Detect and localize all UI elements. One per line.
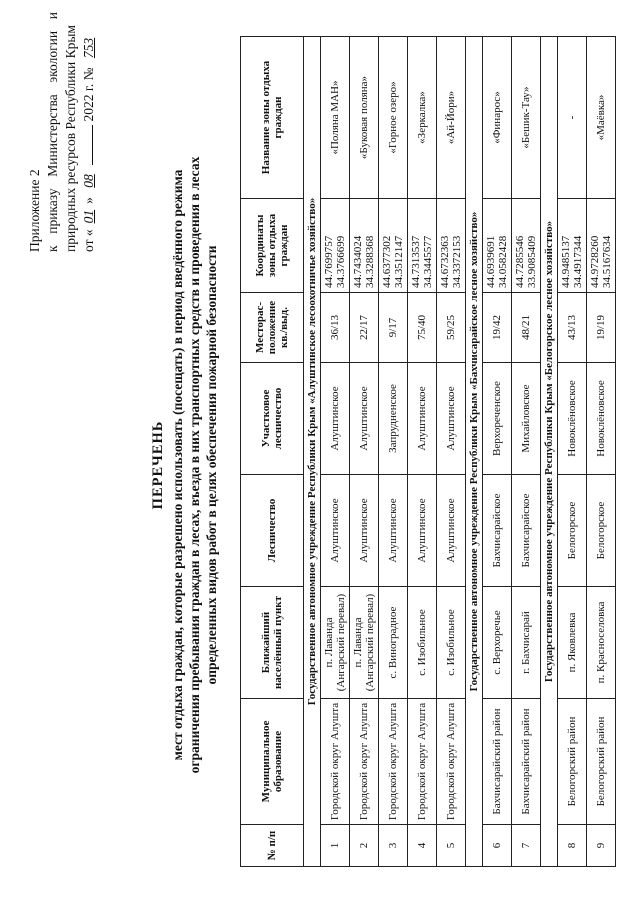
table-body xyxy=(304,37,616,867)
coord-longitude: 34.4917344 xyxy=(572,235,584,288)
title-line-2: ограничения пребывания граждан в лесах, въезда в них транспортных средств и проведения в лесах xyxy=(187,156,202,774)
cell-coordinates xyxy=(437,199,466,293)
coord-latitude: 44.9485137 xyxy=(560,235,572,288)
settlement-note: (Ангарский перевал) xyxy=(364,593,376,692)
cell-area-name: «Финарос» xyxy=(483,37,512,199)
cell-area-name: «Бешик-Тау» xyxy=(512,37,541,199)
coord-longitude: 34.0582428 xyxy=(497,235,509,288)
appendix-date-line xyxy=(80,12,98,252)
cell-settlement xyxy=(512,587,541,699)
coord-latitude: 44.7285546 xyxy=(514,235,526,288)
cell-location: 48/21 xyxy=(512,293,541,363)
coord-latitude: 44.6732363 xyxy=(439,235,451,288)
settlement-name: с. Виноградное xyxy=(387,606,399,679)
cell-settlement xyxy=(558,587,587,699)
cell-location: 9/17 xyxy=(379,293,408,363)
cell-settlement xyxy=(437,587,466,699)
section-title: Государственное автономное учреждение Республики Крым «Алуштинское лесоохотничье хозяйство» xyxy=(304,37,321,867)
coord-latitude: 44.6939691 xyxy=(485,235,497,288)
settlement-name: с. Изобильное xyxy=(416,609,428,676)
coord-longitude: 33.9085409 xyxy=(526,235,538,288)
settlement-name: с. Верхоречье xyxy=(491,610,503,675)
cell-coordinates xyxy=(350,199,379,293)
cell-number: 5 xyxy=(437,825,466,867)
cell-settlement xyxy=(379,587,408,699)
cell-settlement xyxy=(587,587,616,699)
cell-district-forestry: Михайловское xyxy=(512,363,541,475)
cell-coordinates xyxy=(483,199,512,293)
cell-number: 2 xyxy=(350,825,379,867)
col-header-area-name: Название зоны отдыха граждан xyxy=(241,37,304,199)
appendix-word: и xyxy=(45,12,60,20)
cell-location: 75/40 xyxy=(408,293,437,363)
section-row xyxy=(304,37,321,867)
date-year: 2022 г. № xyxy=(81,67,96,122)
coord-longitude: 34.3766699 xyxy=(335,235,347,288)
cell-municipality: Городской округ Алушта xyxy=(408,699,437,825)
cell-municipality: Бахчисарайский район xyxy=(483,699,512,825)
cell-number: 4 xyxy=(408,825,437,867)
cell-municipality: Белогорский район xyxy=(558,699,587,825)
col-header-municipality: Муниципальное образование xyxy=(241,699,304,825)
title-heading: ПЕРЕЧЕНЬ xyxy=(150,420,166,510)
cell-forestry: Бахчисарайское xyxy=(483,475,512,587)
cell-location: 43/13 xyxy=(558,293,587,363)
coord-latitude: 44.6377302 xyxy=(381,235,393,288)
table-row xyxy=(483,37,512,867)
cell-number: 6 xyxy=(483,825,512,867)
date-prefix: от « xyxy=(81,229,96,252)
table-row xyxy=(587,37,616,867)
cell-district-forestry: Алуштинское xyxy=(321,363,350,475)
date-blank xyxy=(92,125,93,165)
cell-forestry: Белогорское xyxy=(587,475,616,587)
section-title: Государственное автономное учреждение Республики Крым «Белогорское лесное хозяйство» xyxy=(541,37,558,867)
title-line-3: определенных видов работ в целях обеспечения пожарной безопасности xyxy=(204,245,219,685)
table-row xyxy=(379,37,408,867)
coord-latitude: 44.7699757 xyxy=(323,235,335,288)
coord-longitude: 34.3372153 xyxy=(451,235,463,288)
date-day: 01 xyxy=(81,209,96,224)
cell-municipality: Городской округ Алушта xyxy=(379,699,408,825)
coord-latitude: 44.7434024 xyxy=(352,235,364,288)
cell-area-name: «Буковая поляна» xyxy=(350,37,379,199)
cell-number: 9 xyxy=(587,825,616,867)
cell-area-name: «Горное озеро» xyxy=(379,37,408,199)
cell-forestry: Алуштинское xyxy=(408,475,437,587)
cell-coordinates xyxy=(558,199,587,293)
recreation-areas-table xyxy=(240,36,616,867)
settlement-name: п. Красноселовка xyxy=(595,601,607,684)
col-header-forestry: Лесничество xyxy=(241,475,304,587)
date-month: 08 xyxy=(81,174,96,188)
cell-district-forestry: Верхореченское xyxy=(483,363,512,475)
cell-location: 22/17 xyxy=(350,293,379,363)
title-line-1: мест отдыха граждан, которые разрешено использовать (посещать) в период введённого режима xyxy=(170,169,185,761)
cell-district-forestry: Алуштинское xyxy=(408,363,437,475)
section-row xyxy=(466,37,483,867)
cell-forestry: Алуштинское xyxy=(350,475,379,587)
cell-settlement xyxy=(350,587,379,699)
table-header-row xyxy=(241,37,304,867)
coord-latitude: 44.7313537 xyxy=(410,235,422,288)
cell-district-forestry: Новоклёновское xyxy=(587,363,616,475)
col-header-coordinates: Координаты зоны отдыха граждан xyxy=(241,199,304,293)
cell-coordinates xyxy=(587,199,616,293)
cell-location: 19/42 xyxy=(483,293,512,363)
document-title xyxy=(150,120,220,810)
cell-district-forestry: Новоклёновское xyxy=(558,363,587,475)
cell-area-name: «Ай-Йори» xyxy=(437,37,466,199)
appendix-ministry: природных ресурсов Республики Крым xyxy=(63,25,78,252)
settlement-name: с. Изобильное xyxy=(445,609,457,676)
col-header-district-forestry: Участковое лесничество xyxy=(241,363,304,475)
cell-municipality: Городской округ Алушта xyxy=(437,699,466,825)
cell-municipality: Городской округ Алушта xyxy=(321,699,350,825)
cell-area-name: «Маёвка» xyxy=(587,37,616,199)
cell-area-name: «Поляна МАН» xyxy=(321,37,350,199)
coord-longitude: 34.3288368 xyxy=(364,235,376,288)
table-row xyxy=(512,37,541,867)
cell-coordinates xyxy=(379,199,408,293)
cell-settlement xyxy=(483,587,512,699)
settlement-name: п. Яковлевка xyxy=(566,612,578,673)
settlement-name: г. Бахчисарай xyxy=(520,611,532,674)
cell-area-name: «Зеркалка» xyxy=(408,37,437,199)
appendix-order-line xyxy=(44,12,62,252)
table-row xyxy=(408,37,437,867)
cell-municipality: Бахчисарайский район xyxy=(512,699,541,825)
appendix-word: экологии xyxy=(45,30,60,83)
cell-coordinates xyxy=(321,199,350,293)
appendix-block xyxy=(26,12,98,252)
cell-settlement xyxy=(321,587,350,699)
cell-number: 3 xyxy=(379,825,408,867)
cell-district-forestry: Запрудненское xyxy=(379,363,408,475)
table-row xyxy=(437,37,466,867)
cell-area-name: - xyxy=(558,37,587,199)
cell-number: 7 xyxy=(512,825,541,867)
cell-district-forestry: Алуштинское xyxy=(350,363,379,475)
cell-forestry: Алуштинское xyxy=(321,475,350,587)
cell-number: 1 xyxy=(321,825,350,867)
settlement-name: п. Лаванда xyxy=(352,617,364,668)
col-header-location: Месторас-положение кв./выд. xyxy=(241,293,304,363)
cell-location: 36/13 xyxy=(321,293,350,363)
cell-forestry: Алуштинское xyxy=(437,475,466,587)
table-row xyxy=(321,37,350,867)
appendix-word: приказу xyxy=(45,188,60,234)
appendix-label: Приложение 2 xyxy=(27,169,42,252)
settlement-name: п. Лаванда xyxy=(323,617,335,668)
cell-coordinates xyxy=(512,199,541,293)
cell-location: 59/25 xyxy=(437,293,466,363)
section-row xyxy=(541,37,558,867)
cell-municipality: Городской округ Алушта xyxy=(350,699,379,825)
cell-location: 19/19 xyxy=(587,293,616,363)
cell-settlement xyxy=(408,587,437,699)
settlement-note: (Ангарский перевал) xyxy=(335,593,347,692)
coord-longitude: 34.3512147 xyxy=(393,235,405,288)
coord-latitude: 44.9728260 xyxy=(589,235,601,288)
cell-municipality: Белогорский район xyxy=(587,699,616,825)
date-quote: » xyxy=(81,197,96,204)
cell-district-forestry: Алуштинское xyxy=(437,363,466,475)
coord-longitude: 34.3445577 xyxy=(422,235,434,288)
col-header-number: № п/п xyxy=(241,825,304,867)
appendix-word: Министерства xyxy=(45,94,60,177)
cell-forestry: Бахчисарайское xyxy=(512,475,541,587)
table-row xyxy=(350,37,379,867)
col-header-settlement: Ближайший населённый пункт xyxy=(241,587,304,699)
appendix-word: к xyxy=(45,245,60,252)
table-row xyxy=(558,37,587,867)
order-number: 753 xyxy=(81,37,96,59)
cell-forestry: Белогорское xyxy=(558,475,587,587)
coord-longitude: 34.5167634 xyxy=(601,235,613,288)
cell-forestry: Алуштинское xyxy=(379,475,408,587)
cell-coordinates xyxy=(408,199,437,293)
cell-number: 8 xyxy=(558,825,587,867)
section-title: Государственное автономное учреждение Республики Крым «Бахчисарайское лесное хозяйство» xyxy=(466,37,483,867)
